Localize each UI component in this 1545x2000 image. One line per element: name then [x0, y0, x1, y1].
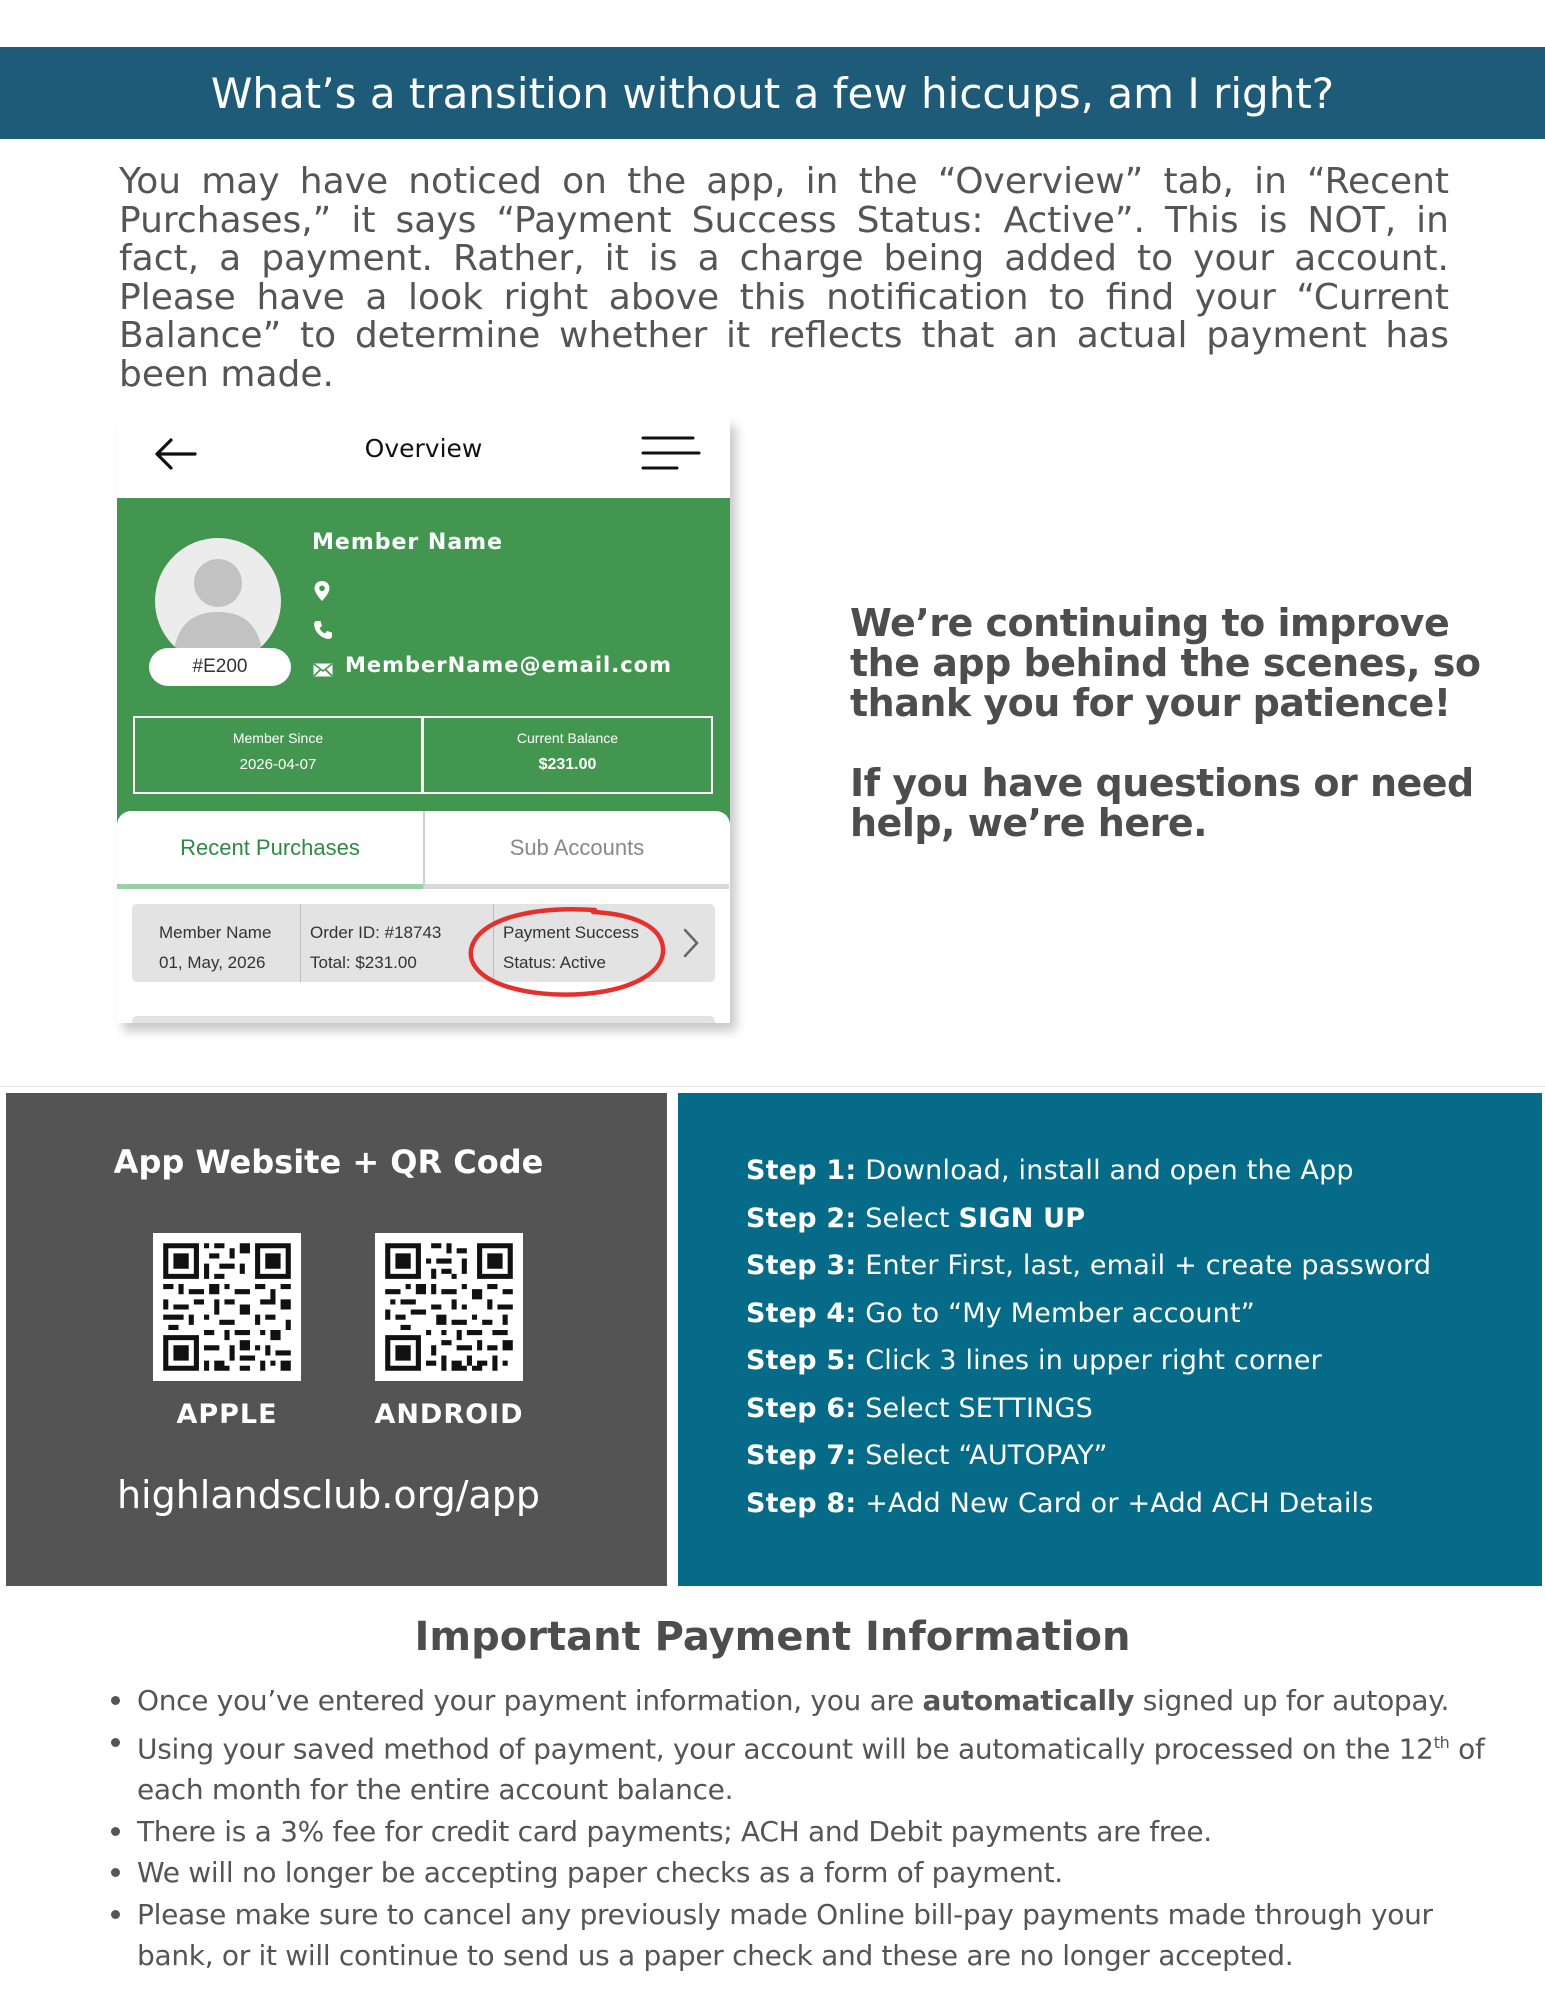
step-item: Step 3: Enter First, last, email + create password — [746, 1250, 1432, 1281]
member-card — [117, 498, 730, 843]
member-since-value: 2026-04-07 — [239, 756, 317, 773]
tab-sub-accounts[interactable]: Sub Accounts — [423, 811, 729, 889]
banner-title: What’s a transition without a few hiccups, am I right? — [210, 68, 1335, 118]
member-email: MemberName@email.com — [345, 653, 672, 677]
current-balance-box — [422, 716, 713, 794]
list-item: Please make sure to cancel any previously made Online bill-pay payments made through your bank, or it will continue to send us a paper check and these are no longer accepted. — [137, 1894, 1497, 1977]
app-header — [117, 418, 730, 498]
android-qr-code-icon[interactable] — [375, 1233, 523, 1381]
purchase-order-id: Order ID: #18743 — [310, 923, 442, 942]
purchase-status-line2: Status: Active — [503, 953, 606, 972]
right-message-line1: We’re continuing to improve the app behind the scenes, so thank you for your patience! — [850, 601, 1481, 725]
purchase-row-partial — [132, 1016, 715, 1023]
step-item: Step 4: Go to “My Member account” — [746, 1297, 1255, 1329]
steps-list — [746, 1155, 1431, 1535]
menu-icon[interactable] — [641, 434, 701, 472]
phone-icon — [313, 620, 333, 640]
purchase-member-cell — [132, 904, 301, 982]
list-item: Once you’ve entered your payment information, you are automatically signed up for autopay. — [137, 1680, 1497, 1722]
tab-bar — [117, 811, 730, 889]
pin-icon — [313, 580, 331, 602]
step-item: Step 2: Select SIGN UP — [746, 1202, 1086, 1234]
top-banner — [0, 47, 1545, 139]
member-id-badge: #E200 — [149, 648, 291, 686]
purchase-total: Total: $231.00 — [310, 953, 417, 972]
highlight-circle — [465, 904, 671, 1004]
step-item: Step 1: Download, install and open the App — [746, 1155, 1354, 1186]
step-item: Step 7: Select “AUTOPAY” — [746, 1440, 1108, 1471]
tab-recent-purchases[interactable]: Recent Purchases — [117, 811, 423, 889]
app-url-link[interactable]: highlandsclub.org/app — [116, 1473, 541, 1517]
important-title: Important Payment Information — [414, 1614, 1131, 1660]
app-title: Overview — [364, 434, 483, 463]
avatar-placeholder-icon — [155, 538, 281, 664]
apple-label: APPLE — [176, 1399, 278, 1430]
section-divider — [0, 1086, 1545, 1087]
list-item: Using your saved method of payment, your account will be automatically processed on the 12th of each month for the entire account balance. — [137, 1722, 1497, 1811]
current-balance-value: $231.00 — [538, 756, 597, 773]
step-item: Step 8: +Add New Card or +Add ACH Details — [746, 1487, 1374, 1519]
purchase-date: 01, May, 2026 — [159, 953, 266, 972]
purchase-member-name: Member Name — [159, 923, 272, 942]
step-item: Step 5: Click 3 lines in upper right corner — [746, 1345, 1322, 1376]
member-since-label: Member Since — [232, 730, 324, 746]
member-name: Member Name — [312, 530, 504, 555]
right-message — [850, 603, 1490, 843]
list-item: There is a 3% fee for credit card payments; ACH and Debit payments are free. — [137, 1811, 1497, 1853]
mail-icon — [313, 663, 333, 677]
purchase-status-line1: Payment Success — [503, 923, 640, 942]
avatar — [155, 538, 281, 664]
intro-paragraph: You may have noticed on the app, in the “Overview” tab, in “Recent Purchases,” it says “Payment Success Status: Active”. This is NOT, in fact, a payment. Rather, it is a charge being added to your account. Please have a look right above this notification to find your “Current Balance” to determine whether it reflects that an actual payment has been made. — [119, 161, 1449, 395]
apple-qr-code-icon[interactable] — [153, 1233, 301, 1381]
app-download-box — [6, 1093, 667, 1586]
right-message-line2: If you have questions or need help, we’re here. — [850, 761, 1474, 845]
signup-steps-box — [678, 1093, 1542, 1586]
current-balance-label: Current Balance — [516, 730, 619, 746]
chevron-right-icon[interactable] — [682, 927, 700, 959]
list-item: We will no longer be accepting paper checks as a form of payment. — [137, 1852, 1497, 1894]
android-label: ANDROID — [374, 1399, 524, 1430]
important-list — [137, 1680, 1497, 1977]
step-item: Step 6: Select SETTINGS — [746, 1392, 1093, 1424]
app-box-title: App Website + QR Code — [113, 1143, 544, 1181]
member-since-box — [133, 716, 423, 794]
